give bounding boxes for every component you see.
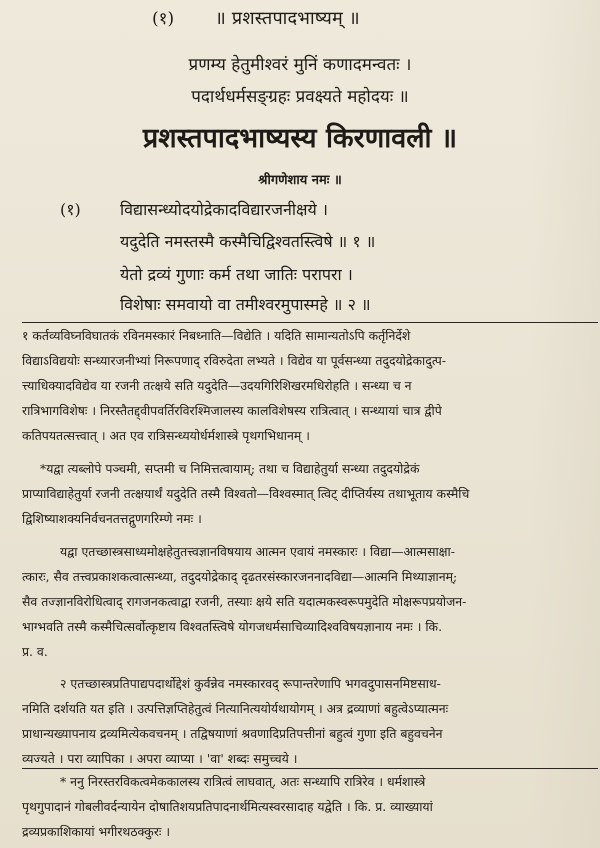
commentary-line: प्राधान्यख्यापनाय द्रव्यमित्येकवचनम् । तद्विषयाणां श्रवणादिप्रतिपत्तीनां बहुत्वं गुणा इति बहुवचनेन	[22, 726, 443, 741]
commentary-line: प्राप्याविद्याहेतुर्या रजनी तत्क्षयार्थं यदुदेति तस्मै विश्वतो—विश्वस्मात् त्विट् दीप्तिर्यस्य तथाभूताय कस्मैचि	[22, 486, 470, 501]
commentary-line: द्विशिष्याशक्यनिर्वचनतत्तद्गुणगरिम्णे नमः ।	[22, 511, 202, 526]
commentary-line: व्यज्यते । परा व्यापिका । अपरा व्याप्या । 'वा' शब्दः समुच्चये ।	[22, 751, 298, 766]
commentary-line: विद्याऽविद्ययोः सन्ध्यारजनीभ्यां निरूपणाद् रविरुदेता लभ्यते । विद्येव या पूर्वसन्ध्या तदुदयोद्रेकादुत्प-	[22, 353, 447, 368]
mangala-number: (१)	[60, 200, 81, 219]
commentary-line: रात्रिभागविशेषः । निरस्तैतद्द्वीपवर्तिरविरश्मिजालस्य कालविशेषस्य रात्रित्वात् । सन्ध्यायां चात्र द्वीपे	[22, 403, 442, 418]
commentary-line: नमिति दर्शयति यत इति । उत्पत्तिज्ञप्तिहेतुत्वं नित्यानित्ययोर्यथायोगम् । अत्र द्रव्याणां बहुत्वेऽप्यात्मनः	[22, 701, 449, 716]
commentary-line: *यद्वा त्यब्लोपे पञ्चमी, सप्तमी च निमित्तत्वायाम्; तथा च विद्याहेतुर्या सन्ध्या तदुदयोद्रेकं	[40, 461, 420, 476]
mangala-line: येतो द्रव्यं गुणाः कर्म तथा जातिः परापरा ।	[120, 265, 353, 284]
commentary-line: यद्वा एतच्छास्त्रसाध्यमोक्षहेतुतत्त्वज्ञानविषयाय आत्मन एवायं नमस्कारः । विद्या—आत्मसाक्षा-	[60, 544, 455, 559]
commentary-line: १ कर्तव्यविघ्नविघातकं रविनमस्कारं निबध्नाति—विद्येति । यदिति सामान्यतोऽपि कर्तृनिर्देशे	[22, 328, 411, 343]
divider	[22, 322, 598, 323]
footnote-line: * ननु निरस्तरविकत्वमेककालस्य रात्रित्वं लाघवात्, अतः सन्ध्यापि रात्रिरेव । धर्मशास्त्रे	[60, 774, 426, 789]
mangala-verse-1	[60, 198, 540, 220]
commentary-line: सैव तज्ज्ञानविरोधित्वाद् रागजनकत्वाद्वा रजनी, तस्याः क्षये सति यदात्मकस्वरूपमुदेति मोक्षरूपप्रयोजन-	[22, 594, 467, 609]
commentary-line: त्कारः, सैव तत्त्वप्रकाशकत्वात्सन्ध्या, तदुदयोद्रेकाद् दृढतरसंस्कारजननादविद्या—आत्मनि मिथ्याज्ञानम्;	[22, 569, 458, 584]
opening-verse-line-2: पदार्थधर्मसङ्ग्रहः प्रवक्ष्यते महोदयः ॥	[191, 87, 409, 107]
section-number: (१)	[152, 9, 175, 29]
invocation: श्रीगणेशाय नमः ॥	[258, 173, 342, 188]
footnote-line: पृथगुपादानं गोबलीवर्दन्यायेन दोषातिशयप्रतिपादनार्थमित्यस्वरसादाह यद्वेति । कि. प्र. व्याख्यायां	[22, 799, 433, 814]
opening-verse-line-1: प्रणम्य हेतुमीश्वरं मुनिं कणादमन्वतः ।	[188, 55, 412, 75]
mangala-line: विद्यासन्ध्योदयोद्रेकादविद्यारजनीक्षये ।	[120, 200, 328, 219]
commentary-line: २ एतच्छास्त्रप्रतिपाद्यपदार्थोद्देशं कुर्वन्नेव नमस्कारवद् रूपान्तरेणापि भगवदुपासनमिष्टसाध-	[60, 676, 441, 691]
commentary-line: कतिपयतत्सत्त्वात् । अत एव रात्रिसन्ध्ययोर्धर्मशास्त्रे पृथगभिधानम् ।	[22, 428, 310, 443]
footnote-divider	[22, 768, 598, 769]
commentary-title: प्रशस्तपादभाष्यस्य किरणावली ॥	[142, 123, 458, 154]
footnote-line: द्रव्यप्रकाशिकायां भगीरथठक्कुरः ।	[22, 824, 171, 839]
commentary-line: भाग्भवति तस्मै कस्मैचित्सर्वोत्कृष्टाय विश्वतस्त्विषे योगजधर्मसाचिव्यादिश्वविषयज्ञानाय नमः । कि.	[22, 619, 443, 634]
commentary-line: त्त्याधिक्यादविद्येव या रजनी तत्क्षये सति यदुदेति—उदयगिरिशिखरमधिरोहति । सन्ध्या च न	[22, 378, 412, 393]
mangala-line: यदुदेति नमस्तस्मै कस्मैचिद्विश्वतस्त्विषे ॥ १ ॥	[120, 232, 376, 251]
commentary-line: प्र. व.	[22, 644, 48, 659]
text-title: ॥ प्रशस्तपादभाष्यम् ॥	[215, 8, 360, 29]
mangala-line: विशेषाः समवायो वा तमीश्वरमुपास्महे ॥ २ ॥	[120, 295, 371, 314]
